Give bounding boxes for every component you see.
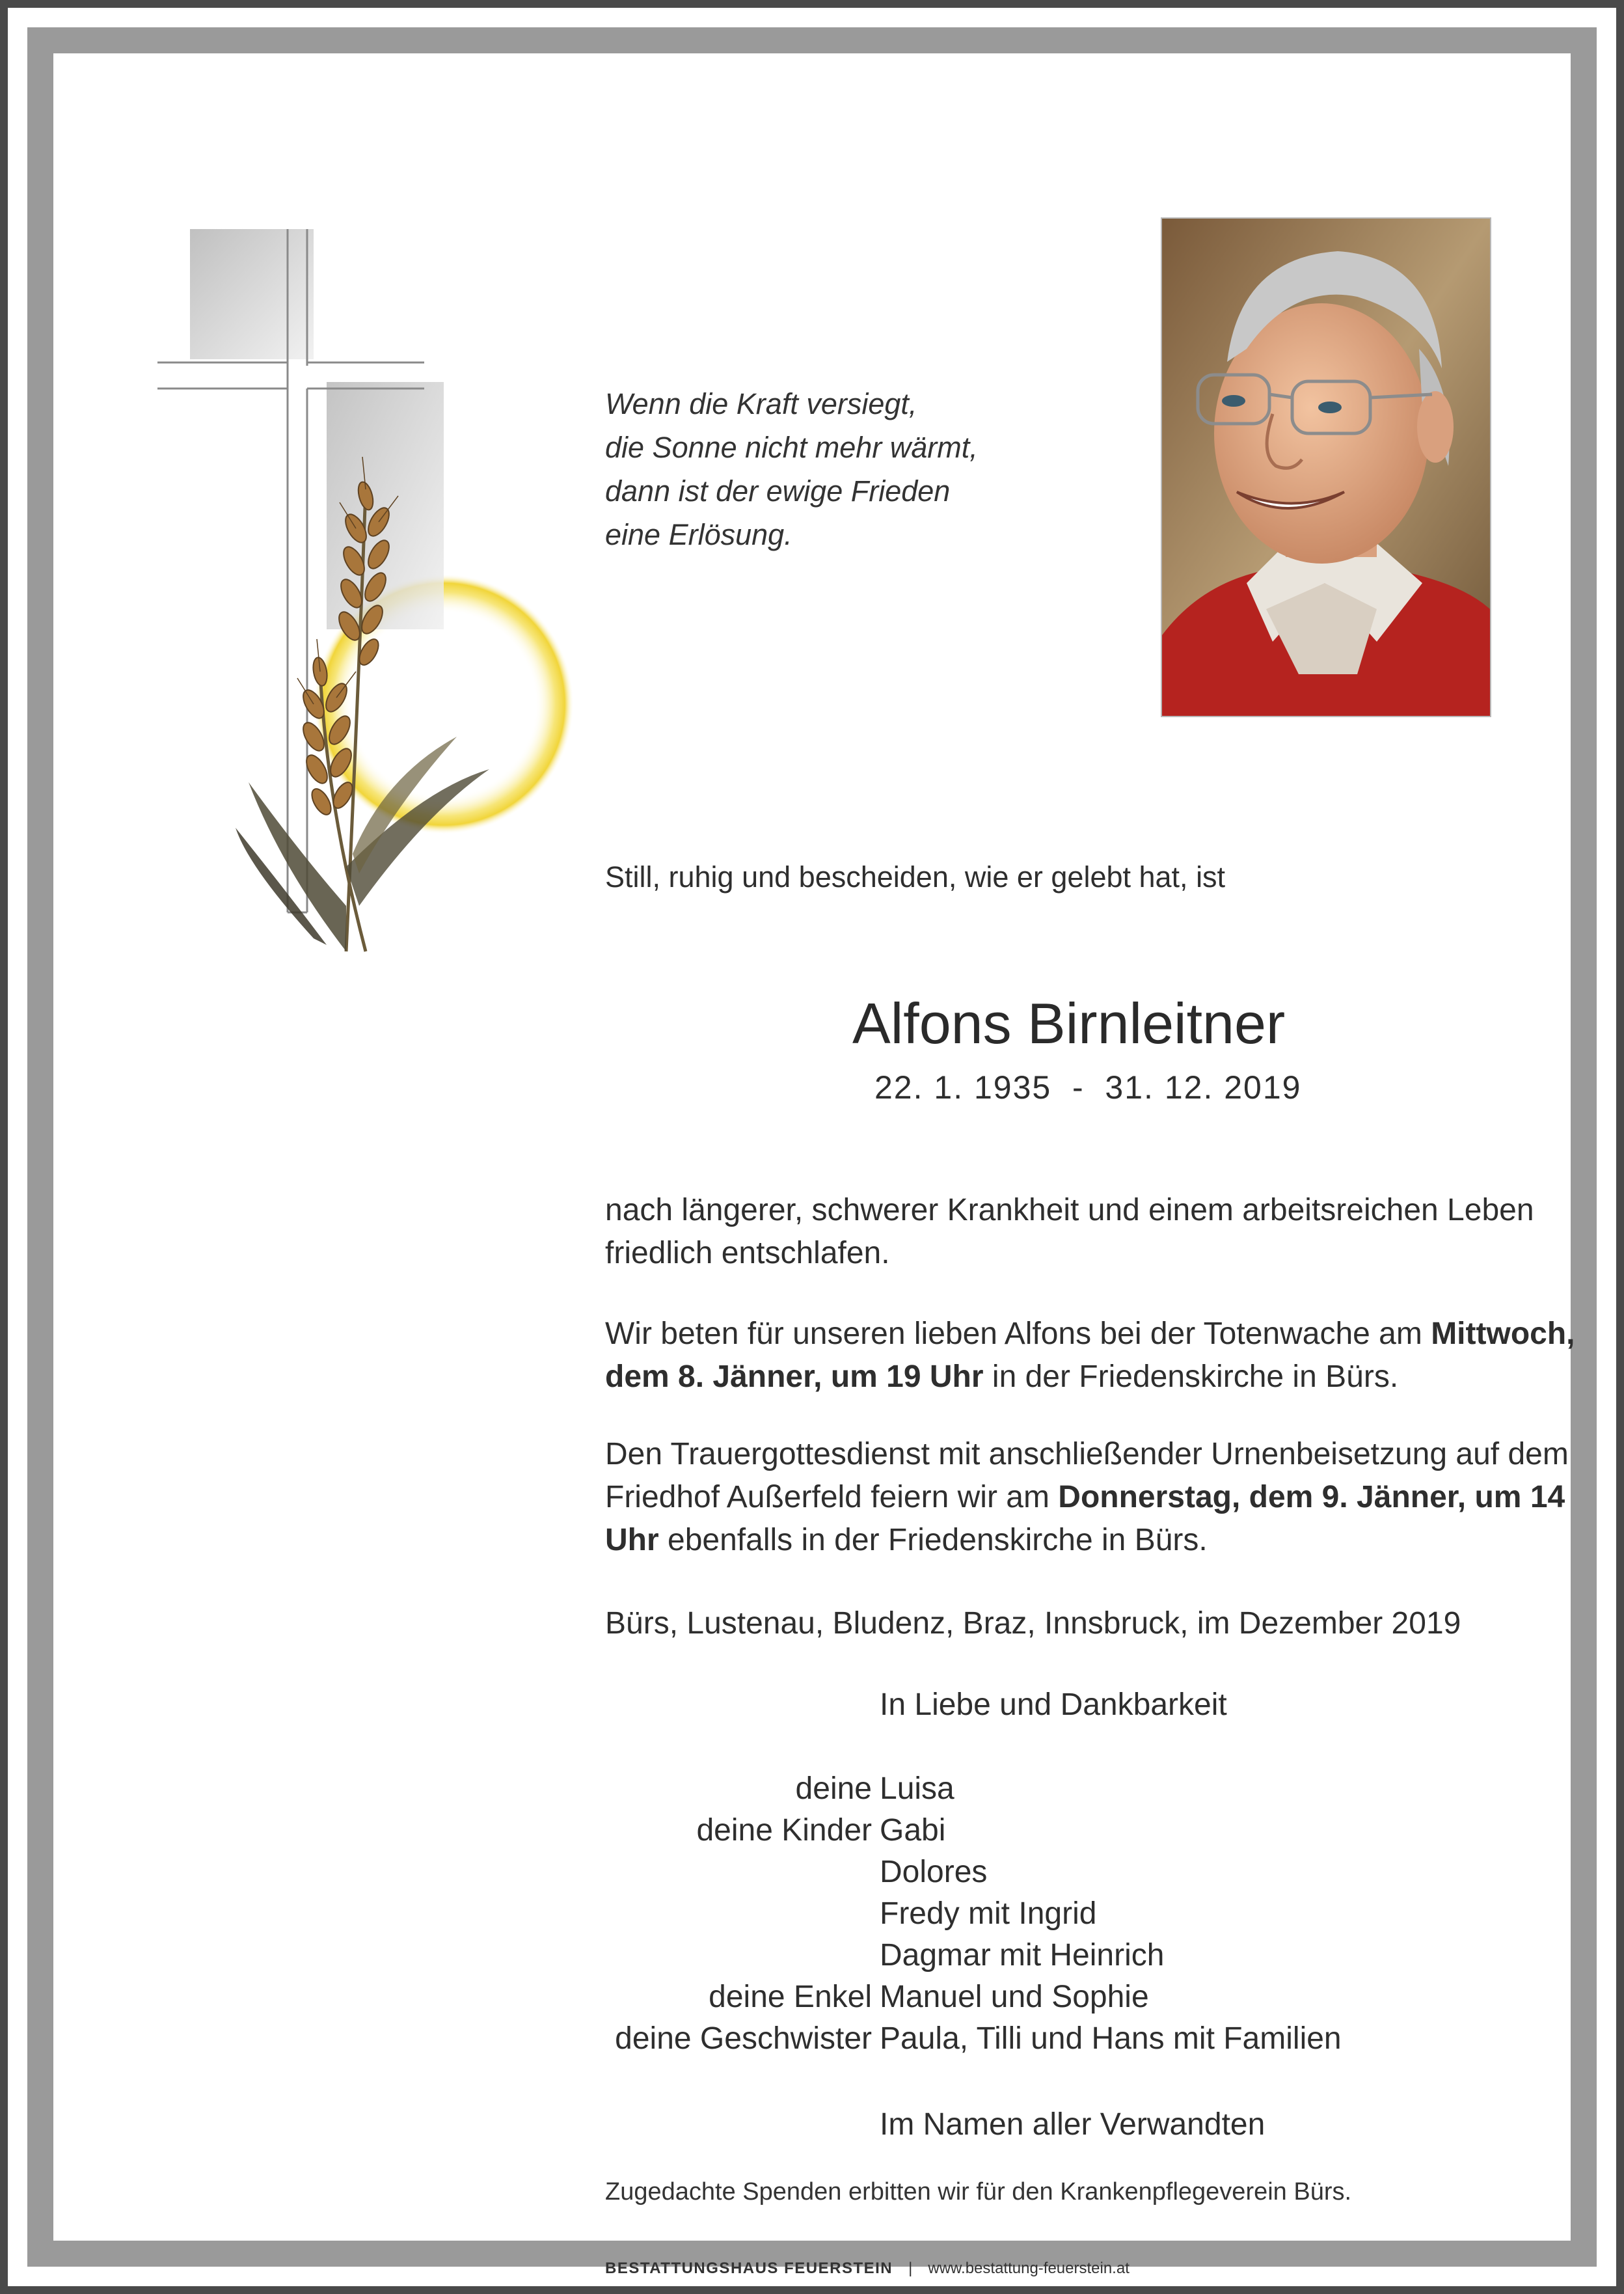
- family-name: Dolores: [880, 1855, 988, 1889]
- deceased-name: Alfons Birnleitner: [852, 991, 1286, 1056]
- family-list: [605, 1768, 1581, 2060]
- obituary-page: [53, 53, 1575, 2277]
- intro-text: Still, ruhig und bescheiden, wie er gelebt hat, ist: [605, 860, 1226, 894]
- family-row: [605, 1935, 1581, 1976]
- family-row: [605, 1851, 1581, 1893]
- family-name: Dagmar mit Heinrich: [880, 1938, 1165, 1973]
- life-dates: 22. 1. 1935 - 31. 12. 2019: [874, 1069, 1302, 1106]
- funeral-location: ebenfalls in der Friedenskirche in Bürs.: [658, 1523, 1208, 1557]
- wake-text: Wir beten für unseren lieben Alfons bei der Totenwache am: [605, 1317, 1431, 1351]
- family-name: Manuel und Sophie: [880, 1980, 1149, 2014]
- footer: [605, 2260, 1130, 2278]
- family-name: Gabi: [880, 1813, 946, 1848]
- family-row: [605, 2018, 1581, 2060]
- cross-wheat-sun-artwork: [151, 216, 645, 1010]
- family-name: Fredy mit Ingrid: [880, 1896, 1097, 1931]
- frame-white-gap: [8, 8, 1616, 2286]
- poem-line: Wenn die Kraft versiegt,: [605, 387, 917, 420]
- poem: [605, 382, 1061, 556]
- wake-date: Mittwoch, dem 8. Jänner, um 19 Uhr: [605, 1317, 1575, 1394]
- website-link[interactable]: www.bestattung-feuerstein.at: [928, 2260, 1130, 2277]
- place-and-date: Bürs, Lustenau, Bludenz, Braz, Innsbruck, im Dezember 2019: [605, 1606, 1461, 1641]
- funeral-text: Den Trauergottesdienst mit anschließender Urnenbeisetzung auf dem Friedhof Außerfeld feiern wir am: [605, 1437, 1569, 1514]
- family-row: [605, 1976, 1581, 2018]
- family-role: deine Enkel: [709, 1980, 872, 2014]
- inner-frame: [27, 27, 1597, 2277]
- family-row: [605, 1768, 1581, 1810]
- family-name: Paula, Tilli und Hans mit Familien: [880, 2021, 1342, 2056]
- closing-line: In Liebe und Dankbarkeit: [880, 1687, 1227, 1722]
- funeral-date: Donnerstag, dem 9. Jänner, um 14 Uhr: [605, 1480, 1565, 1557]
- portrait-photo: [1161, 217, 1491, 717]
- poem-line: die Sonne nicht mehr wärmt,: [605, 431, 978, 464]
- donations-note: Zugedachte Spenden erbitten wir für den Krankenpflegeverein Bürs.: [605, 2178, 1352, 2205]
- family-name: Luisa: [880, 1771, 954, 1806]
- paragraph-wake: [605, 1313, 1581, 1399]
- footer-separator: |: [908, 2260, 913, 2277]
- paragraph-funeral: [605, 1433, 1581, 1562]
- wake-location: in der Friedenskirche in Bürs.: [983, 1359, 1399, 1394]
- family-row: [605, 1893, 1581, 1935]
- family-role: deine Kinder: [696, 1813, 872, 1848]
- paragraph-passing: nach längerer, schwerer Krankheit und einem arbeitsreichen Leben friedlich entschlafen.: [605, 1193, 1534, 1270]
- poem-line: eine Erlösung.: [605, 518, 792, 551]
- funeral-home-name: BESTATTUNGSHAUS FEUERSTEIN: [605, 2260, 893, 2277]
- family-role: deine Geschwister: [615, 2021, 872, 2056]
- poem-line: dann ist der ewige Frieden: [605, 474, 951, 508]
- family-role: deine: [795, 1771, 872, 1806]
- on-behalf-line: Im Namen aller Verwandten: [880, 2107, 1265, 2142]
- family-row: [605, 1810, 1581, 1851]
